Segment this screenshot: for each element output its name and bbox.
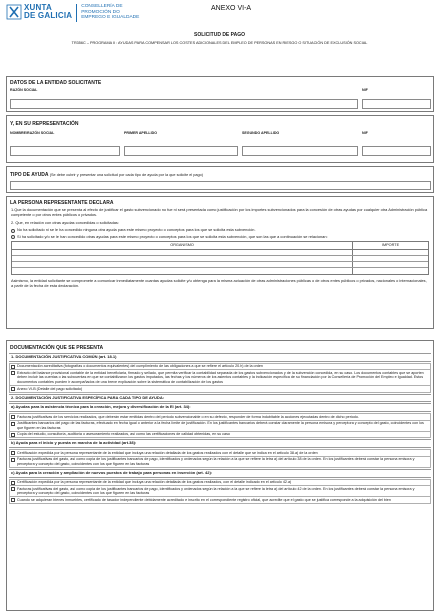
doc-checkbox[interactable]: [11, 422, 15, 426]
tipo-note: (Se debe cubrir y presentar una solicitud por cada tipo de ayuda por la que solicite el pago): [49, 173, 203, 177]
doc-checkbox[interactable]: [11, 481, 15, 485]
radio-si-ayudas[interactable]: [11, 235, 15, 239]
doc-section-2a-heading: a) Ayudas para la asistencia técnica para la creación, mejora y diversificación de la EI (art. 34):: [9, 403, 431, 412]
doc-item-text: Documentación acreditativa (fotografías o documentos equivalentes) del cumplimiento de las obligaciones a que se refiere el artículo 20.h) de la orden: [17, 364, 263, 369]
representacion-section: [6, 115, 434, 163]
radio-no-ayudas[interactable]: [11, 229, 15, 233]
option-no-ayudas[interactable]: [7, 227, 433, 234]
conselleria-name: CONSELLERÍA DE PROMOCIÓN DO EMPREGO E IGUALDADE: [81, 4, 140, 21]
organismo-cell[interactable]: [12, 268, 353, 274]
razon-social-label: RAZÓN SOCIAL: [10, 88, 38, 92]
doc-item[interactable]: [9, 497, 431, 504]
doc-section-2c-heading: c) Ayuda para la creación y ampliación de nuevos puestos de trabajo para personas en inserción (art. 42):: [9, 469, 431, 478]
xunta-logo: [6, 4, 143, 22]
page-subtitle: TR356C – PROGRAMA II : AYUDAS PARA COMPENSAR LOS COSTES ADICIONALES DEL EMPLEO DE PERSONAS EN RIESGO O SITUACIÓN DE EXCLUSIÓN SOCIAL: [71, 41, 368, 45]
declara-section: [6, 196, 434, 329]
doc-item[interactable]: [9, 370, 431, 386]
doc-checkbox[interactable]: [11, 415, 15, 419]
doc-item-text: Extracto del balance provisional contable de la entidad beneficiaria, firmado y sellado, que permita verificar la contabilidad separada de los gastos subvencionados y de la subvención concedida, en su caso. Los documentos contables que se aporten deben incluir las cuentas o las subcuentas en que se contabilizaron los gastos imputados, las fechas y los números de los asientos contables y la indicación específica de su financiación por la Consellería de Promoción del Empleo e Igualdad. Estos documentos contables pueden ir acompañados de una breve explicación sobre la sistemática de contabilización de los gastos: [17, 371, 424, 384]
doc-item-text: Facturas justificativas de los servicios realizados, que deberán estar emitidas dentro del periodo subvencionable o en su defecto, responder de forma indubitable la acciones ejecutadas dentro de dicho periodo.: [17, 414, 359, 419]
table-row: [12, 268, 428, 274]
entidad-nif-label: NIF: [362, 88, 368, 92]
importe-cell[interactable]: [353, 256, 428, 261]
doc-checkbox[interactable]: [11, 433, 15, 437]
doc-item[interactable]: [9, 386, 431, 393]
ayudas-table-header: [12, 242, 428, 250]
page-header: [6, 4, 434, 30]
entidad-nif-field[interactable]: [362, 99, 431, 109]
organismo-cell[interactable]: [12, 250, 353, 255]
annex-label: ANEXO VI-A: [211, 5, 252, 12]
tipo-section: [6, 166, 434, 193]
doc-item-text: Copia del estudio, consultoría, auditoría o asesoramiento realizados, así como las certificaciones de calidad obtenidas, en su caso: [17, 432, 230, 437]
tipo-title: [7, 167, 433, 179]
rep-nif-label: NIF: [362, 131, 368, 135]
declara-p1: 1.Que la documentación que se presenta al efecto de justificar el gasto subvencionado no fue ni será presentada como justificación por los importes subvencionados para la concesión de otras ayudas por cualquier otra Administración pública competente o por otros entes públicos o privados.: [11, 207, 428, 217]
declara-p3: Asimismo, la entidad solicitante se compromete a comunicar inmediatamente cuantas ayudas solicite y/u obtenga para la misma actuación de otras administraciones públicas o de otros entes públicos o privados, nacionales o internacionales, a partir de la fecha de esta declaración.: [11, 277, 427, 288]
doc-item[interactable]: [9, 432, 431, 439]
rep-nif-field[interactable]: [362, 146, 431, 156]
option-si-ayudas-label: Sí ha solicitado y/o se le han concedido otras ayudas para este mismo proyecto o conceptos para los que se solicita esta subvención, que son las que a continuación se relacionan:: [17, 233, 328, 239]
doc-item-text: Certificación expedida por la persona representante de la entidad que incluya una relación detallada de los gastos realizados con el detalle que se indica en el artículo 38.a) de la orden: [17, 450, 318, 455]
doc-item[interactable]: [9, 421, 431, 432]
razon-social-field[interactable]: [10, 99, 358, 109]
representacion-title: Y, EN SU REPRESENTACIÓN: [10, 121, 79, 127]
logo-divider: [76, 4, 77, 22]
ayudas-table: [11, 241, 429, 275]
doc-item-text: Cuando se adquieran bienes inmuebles, certificado de tasador independiente debidamente acreditado e inscrito en el correspondiente registro oficial, que acredite que el gasto que se justifica corresponde a la adquisición del bien: [17, 498, 391, 503]
page-title: SOLICITUD DE PAGO: [193, 32, 246, 38]
logo-line-2: DE GALICIA: [24, 11, 73, 20]
primer-apellido-label: PRIMER APELLIDO: [124, 131, 158, 135]
doc-item[interactable]: [9, 363, 431, 371]
doc-checkbox[interactable]: [11, 387, 15, 391]
importe-cell[interactable]: [353, 250, 428, 255]
doc-section-2-heading: 2. DOCUMENTACIÓN JUSTIFICATIVA ESPECÍFICA PARA CADA TIPO DE AYUDA:: [9, 394, 431, 403]
doc-item[interactable]: [9, 479, 431, 487]
logo-line-1: XUNTA: [24, 3, 52, 12]
declara-p2: 2. Que, en relación con otras ayudas concedidas o solicitadas:: [11, 220, 119, 226]
organismo-cell[interactable]: [12, 256, 353, 261]
doc-checkbox[interactable]: [11, 487, 15, 491]
entidad-section: [6, 76, 434, 112]
tipo-title-text: TIPO DE AYUDA: [10, 172, 49, 178]
doc-item-text: Facturas justificativas del gasto, así como copia de los justificantes bancarios de pago, identificados y ordenados según la relación a la que se refiere la letra a) del artículo 42 de la orden. En los justificantes deberá constar la persona emisora y perceptora y concepto del gasto, coincidentes con los que figuren en las facturas: [17, 486, 415, 496]
doc-item[interactable]: [9, 486, 431, 497]
importe-cell[interactable]: [353, 268, 428, 274]
segundo-apellido-label: SEGUNDO APELLIDO: [242, 131, 280, 135]
doc-item-text: Facturas justificativas del gasto, así como copia de los justificantes bancarios de pago, identificados y ordenados según la relación a la que se refiere la letra a) del artículo 38 de la orden. En los justificantes deberá constar la persona emisora y perceptora y concepto del gasto, coincidentes con los que figuren en las facturas: [17, 457, 415, 466]
option-no-ayudas-label: No ha solicitado ni se le ha concedido ninguna otra ayuda para este mismo proyecto o conceptos para los que se solicita esta subvención.: [17, 227, 256, 233]
doc-checkbox[interactable]: [11, 371, 15, 375]
declara-title: LA PERSONA REPRESENTANTE DECLARA: [10, 200, 114, 206]
segundo-apellido-field[interactable]: [242, 146, 358, 156]
importe-cell[interactable]: [353, 262, 428, 267]
doc-item-text: Justificantes bancarios del pago de las facturas, efectuado en fecha igual o anterior a la fecha límite de justificación. En los justificantes bancarios deberá constar claramente la persona emisora y perceptora y concepto del gasto, coincidentes con los que figuren en las facturas: [17, 421, 424, 430]
doc-item-text: Certificación expedida por la persona representante de la entidad que incluya una relación detallada de los gastos realizados, con el detalle indicado en el artículo 42.a): [17, 480, 292, 485]
organismo-header: ORGANISMO: [12, 242, 353, 249]
doc-checkbox[interactable]: [11, 451, 15, 455]
doc-item[interactable]: [9, 449, 431, 457]
doc-checkbox[interactable]: [11, 498, 15, 502]
option-si-ayudas[interactable]: [7, 234, 433, 241]
nombre-field[interactable]: [10, 146, 120, 156]
doc-section-2b-heading: b) Ayuda para el inicio y puesta en marcha de la actividad (art.38):: [9, 439, 431, 448]
doc-item-text: Anexo VI-B (Detalle del pago solicitado): [17, 386, 83, 391]
documentacion-section: [6, 340, 434, 611]
doc-item[interactable]: [9, 413, 431, 421]
nombre-label: NOMBRE/RAZÓN SOCIAL: [10, 131, 55, 135]
entidad-title: DATOS DE LA ENTIDAD SOLICITANTE: [10, 80, 102, 86]
organismo-cell[interactable]: [12, 262, 353, 267]
tipo-ayuda-field[interactable]: [10, 181, 431, 190]
documentacion-title: DOCUMENTACIÓN QUE SE PRESENTA: [10, 345, 104, 351]
primer-apellido-field[interactable]: [124, 146, 238, 156]
doc-checkbox[interactable]: [11, 458, 15, 462]
importe-header: IMPORTE: [381, 243, 400, 248]
doc-item[interactable]: [9, 457, 431, 468]
doc-section-1-heading: 1. DOCUMENTACIÓN JUSTIFICATIVA COMÚN (art. 18.1): [9, 353, 431, 362]
doc-checkbox[interactable]: [11, 365, 15, 369]
xunta-emblem-icon: [6, 4, 22, 20]
